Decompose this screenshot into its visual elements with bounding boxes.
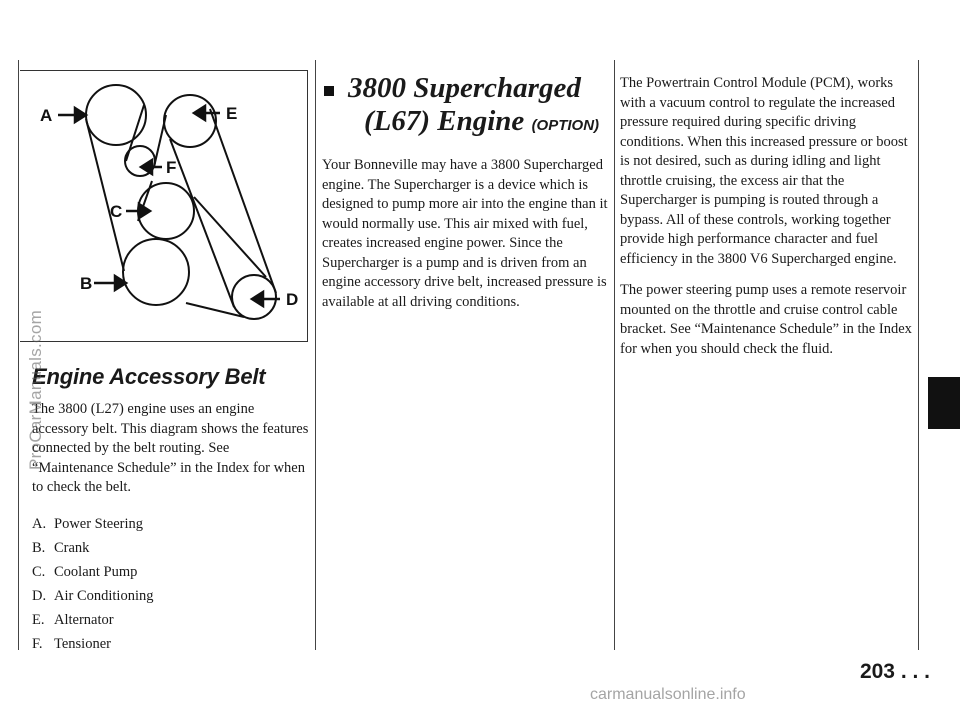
- label-c: C: [110, 202, 123, 221]
- heading-line-2: [348, 105, 610, 142]
- pulley-a: [86, 85, 146, 145]
- list-item: [32, 560, 310, 584]
- heading-line-1: 3800 Supercharged: [348, 72, 581, 104]
- right-column: [620, 74, 912, 371]
- list-item-name: Air Conditioning: [54, 587, 154, 604]
- belt-segment: [210, 109, 276, 293]
- list-item-letter: A.: [32, 515, 47, 532]
- belt-routing-diagram: [20, 70, 308, 342]
- list-item-name: Tensioner: [54, 635, 111, 652]
- list-item-name: Coolant Pump: [54, 563, 138, 580]
- belt-segment: [86, 119, 124, 271]
- belt-segment: [126, 105, 144, 161]
- page-number: 203 . . .: [859, 660, 930, 683]
- belt-routing-svg: [20, 71, 308, 343]
- middle-column: [322, 72, 610, 324]
- list-item-letter: C.: [32, 563, 46, 580]
- column-rule-far-right: [918, 60, 919, 650]
- label-e: E: [226, 104, 238, 123]
- arrow-d: [252, 292, 263, 306]
- list-item-letter: B.: [32, 539, 46, 556]
- label-b: B: [80, 274, 93, 293]
- belt-segment: [170, 139, 234, 307]
- engine-accessory-belt-heading: Engine Accessory Belt: [32, 364, 266, 389]
- list-item: [32, 632, 310, 656]
- arrow-a: [75, 108, 86, 122]
- column-rule-left: [18, 60, 19, 650]
- option-tag: (OPTION): [531, 117, 600, 134]
- belt-description: The 3800 (L27) engine uses an engine accessory belt. This diagram shows the features connected by the belt routing. See “Maintenance Schedule” in the Index for when to check the belt.: [32, 401, 309, 495]
- label-a: A: [40, 106, 53, 125]
- arrow-f: [141, 160, 152, 174]
- list-item: [32, 584, 310, 608]
- heading-engine-code: (L67) Engine: [364, 105, 525, 137]
- list-item-name: Power Steering: [54, 515, 143, 532]
- bottom-watermark: carmanualsonline.info: [590, 686, 746, 703]
- power-steering-description: The power steering pump uses a remote reservoir mounted on the throttle and cruise control cable bracket. See “Maintenance Schedule” in the Index for when you should check the fluid.: [620, 282, 912, 357]
- parts-list: [32, 512, 310, 656]
- label-d: D: [286, 290, 299, 309]
- arrow-e: [194, 106, 205, 120]
- left-column: [20, 70, 310, 656]
- list-item: [32, 512, 310, 536]
- list-item: [32, 536, 310, 560]
- list-item-name: Crank: [54, 539, 90, 556]
- list-item-name: Alternator: [54, 611, 114, 628]
- column-rule-middle: [315, 60, 316, 650]
- section-bullet-icon: [324, 86, 334, 96]
- belt-segment: [154, 115, 166, 167]
- list-item-letter: D.: [32, 587, 47, 604]
- list-item-letter: E.: [32, 611, 45, 628]
- pulley-b: [123, 239, 189, 305]
- pulley-e: [164, 95, 216, 147]
- pcm-description: The Powertrain Control Module (PCM), works with a vacuum control to regulate the increased pressure required during specific driving conditions. When this increased pressure or boost is not desired, such as during idling and light throttle cruising, the excess air that the Supercharger is pumping is routed through a bypass. All of these controls, working together provide high performance character and fuel efficiency in the 3800 V6 Supercharged engine.: [620, 75, 908, 267]
- list-item-letter: F.: [32, 635, 43, 652]
- label-f: F: [166, 158, 177, 177]
- supercharger-description: Your Bonneville may have a 3800 Supercharged engine. The Supercharger is a device which is designed to pump more air into the engine than it would normally use. This air mixed with fuel, creates increased engine power. Since the Supercharger is a pump and is driven from an engine accessory drive belt, increased pressure is available at all driving conditions.: [322, 157, 608, 310]
- section-thumb-tab: [928, 377, 960, 429]
- arrow-c: [139, 204, 150, 218]
- side-watermark: ProCarManuals.com: [26, 309, 45, 470]
- list-item: [32, 608, 310, 632]
- supercharged-heading: [322, 72, 610, 142]
- column-rule-right: [614, 60, 615, 650]
